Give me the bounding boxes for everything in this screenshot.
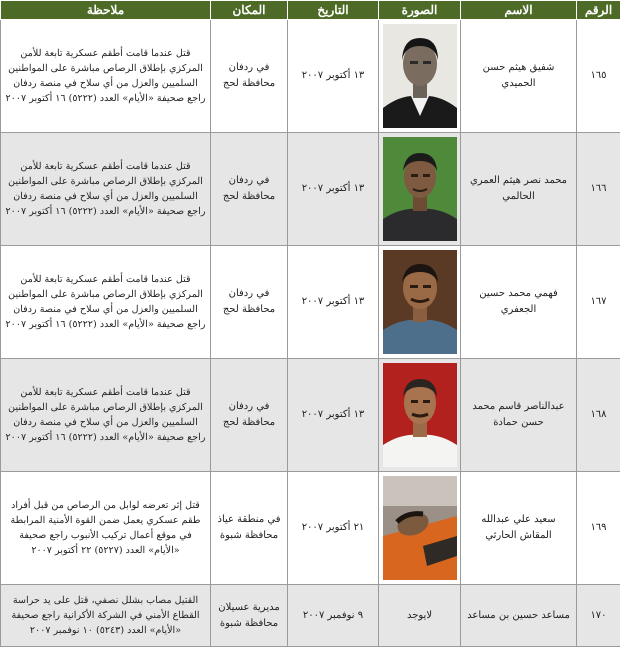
portrait-photo <box>383 363 457 467</box>
row-name: محمد نصر هيثم العمري الحالمي <box>461 133 577 246</box>
lying-man-photo <box>383 476 457 580</box>
row-photo <box>379 472 461 585</box>
row-place: في ردفان محافظة لحج <box>211 246 288 359</box>
row-note: قتل إثر تعرضه لوابل من الرصاص من قبل أفراد طقم عسكري يعمل ضمن القوة الأمنية المرابطة في موقع أعمال تركيب الأنبوب راجع صحيفة «الأيام» العدد (٥٢٢٧) ٢٢ أكتوبر ٢٠٠٧ <box>1 472 211 585</box>
header-name: الاسم <box>461 1 577 20</box>
row-note: قتل عندما قامت أطقم عسكرية تابعة للأمن المركزي بإطلاق الرصاص مباشرة على المواطنين السلميين والعزل من أي سلاح في منصة ردفان راجع صحيفة «الأيام» العدد (٥٢٢٢) ١٦ أكتوبر ٢٠٠٧ <box>1 20 211 133</box>
row-note: قتل عندما قامت أطقم عسكرية تابعة للأمن المركزي بإطلاق الرصاص مباشرة على المواطنين السلميين والعزل من أي سلاح في منصة ردفان راجع صحيفة «الأيام» العدد (٥٢٢٢) ١٦ أكتوبر ٢٠٠٧ <box>1 133 211 246</box>
table-row <box>1 359 620 472</box>
row-name: شفيق هيثم حسن الحميدي <box>461 20 577 133</box>
row-photo <box>379 359 461 472</box>
row-place: في ردفان محافظة لحج <box>211 20 288 133</box>
portrait-photo <box>383 250 457 354</box>
row-photo-none: لايوجد <box>379 585 461 647</box>
header-photo: الصورة <box>379 1 461 20</box>
row-place: في ردفان محافظة لحج <box>211 359 288 472</box>
row-place: في ردفان محافظة لحج <box>211 133 288 246</box>
header-note: ملاحظة <box>1 1 211 20</box>
table-row <box>1 20 620 133</box>
row-photo <box>379 246 461 359</box>
table-row <box>1 585 620 647</box>
portrait-photo <box>383 24 457 128</box>
row-name: سعيد علي عبدالله المقاش الحارثي <box>461 472 577 585</box>
header-num: الرقم <box>577 1 620 20</box>
row-number: ١٦٦ <box>577 133 620 246</box>
row-date: ١٣ أكتوبر ٢٠٠٧ <box>288 133 379 246</box>
row-note: قتل عندما قامت أطقم عسكرية تابعة للأمن المركزي بإطلاق الرصاص مباشرة على المواطنين السلميين والعزل من أي سلاح في منصة ردفان راجع صحيفة «الأيام» العدد (٥٢٢٢) ١٦ أكتوبر ٢٠٠٧ <box>1 359 211 472</box>
row-number: ١٦٩ <box>577 472 620 585</box>
row-name: فهمي محمد حسين الجعفري <box>461 246 577 359</box>
table-row <box>1 246 620 359</box>
row-note: قتل عندما قامت أطقم عسكرية تابعة للأمن المركزي بإطلاق الرصاص مباشرة على المواطنين السلميين والعزل من أي سلاح في منصة ردفان راجع صحيفة «الأيام» العدد (٥٢٢٢) ١٦ أكتوبر ٢٠٠٧ <box>1 246 211 359</box>
row-place: مديرية عسيلان محافظة شبوة <box>211 585 288 647</box>
row-number: ١٦٧ <box>577 246 620 359</box>
row-photo <box>379 133 461 246</box>
header-place: المكان <box>211 1 288 20</box>
row-number: ١٦٥ <box>577 20 620 133</box>
row-date: ٩ نوفمبر ٢٠٠٧ <box>288 585 379 647</box>
row-date: ١٣ أكتوبر ٢٠٠٧ <box>288 246 379 359</box>
header-row <box>1 1 620 20</box>
header-date: التاريخ <box>288 1 379 20</box>
table-row <box>1 472 620 585</box>
row-name: عبدالناصر قاسم محمد حسن حمادة <box>461 359 577 472</box>
portrait-photo <box>383 137 457 241</box>
row-date: ١٣ أكتوبر ٢٠٠٧ <box>288 20 379 133</box>
row-note: القتيل مصاب بشلل نصفي، قتل على يد حراسة القطاع الأمني في الشركة الأكرانية راجع صحيفة «الأيام» العدد (٥٢٤٣) ١٠ نوفمبر ٢٠٠٧ <box>1 585 211 647</box>
row-number: ١٧٠ <box>577 585 620 647</box>
row-name: مساعد حسين بن مساعد <box>461 585 577 647</box>
row-date: ٢١ أكتوبر ٢٠٠٧ <box>288 472 379 585</box>
row-photo <box>379 20 461 133</box>
table-row <box>1 133 620 246</box>
row-date: ١٣ أكتوبر ٢٠٠٧ <box>288 359 379 472</box>
row-place: في منطقة عياذ محافظة شبوة <box>211 472 288 585</box>
row-number: ١٦٨ <box>577 359 620 472</box>
